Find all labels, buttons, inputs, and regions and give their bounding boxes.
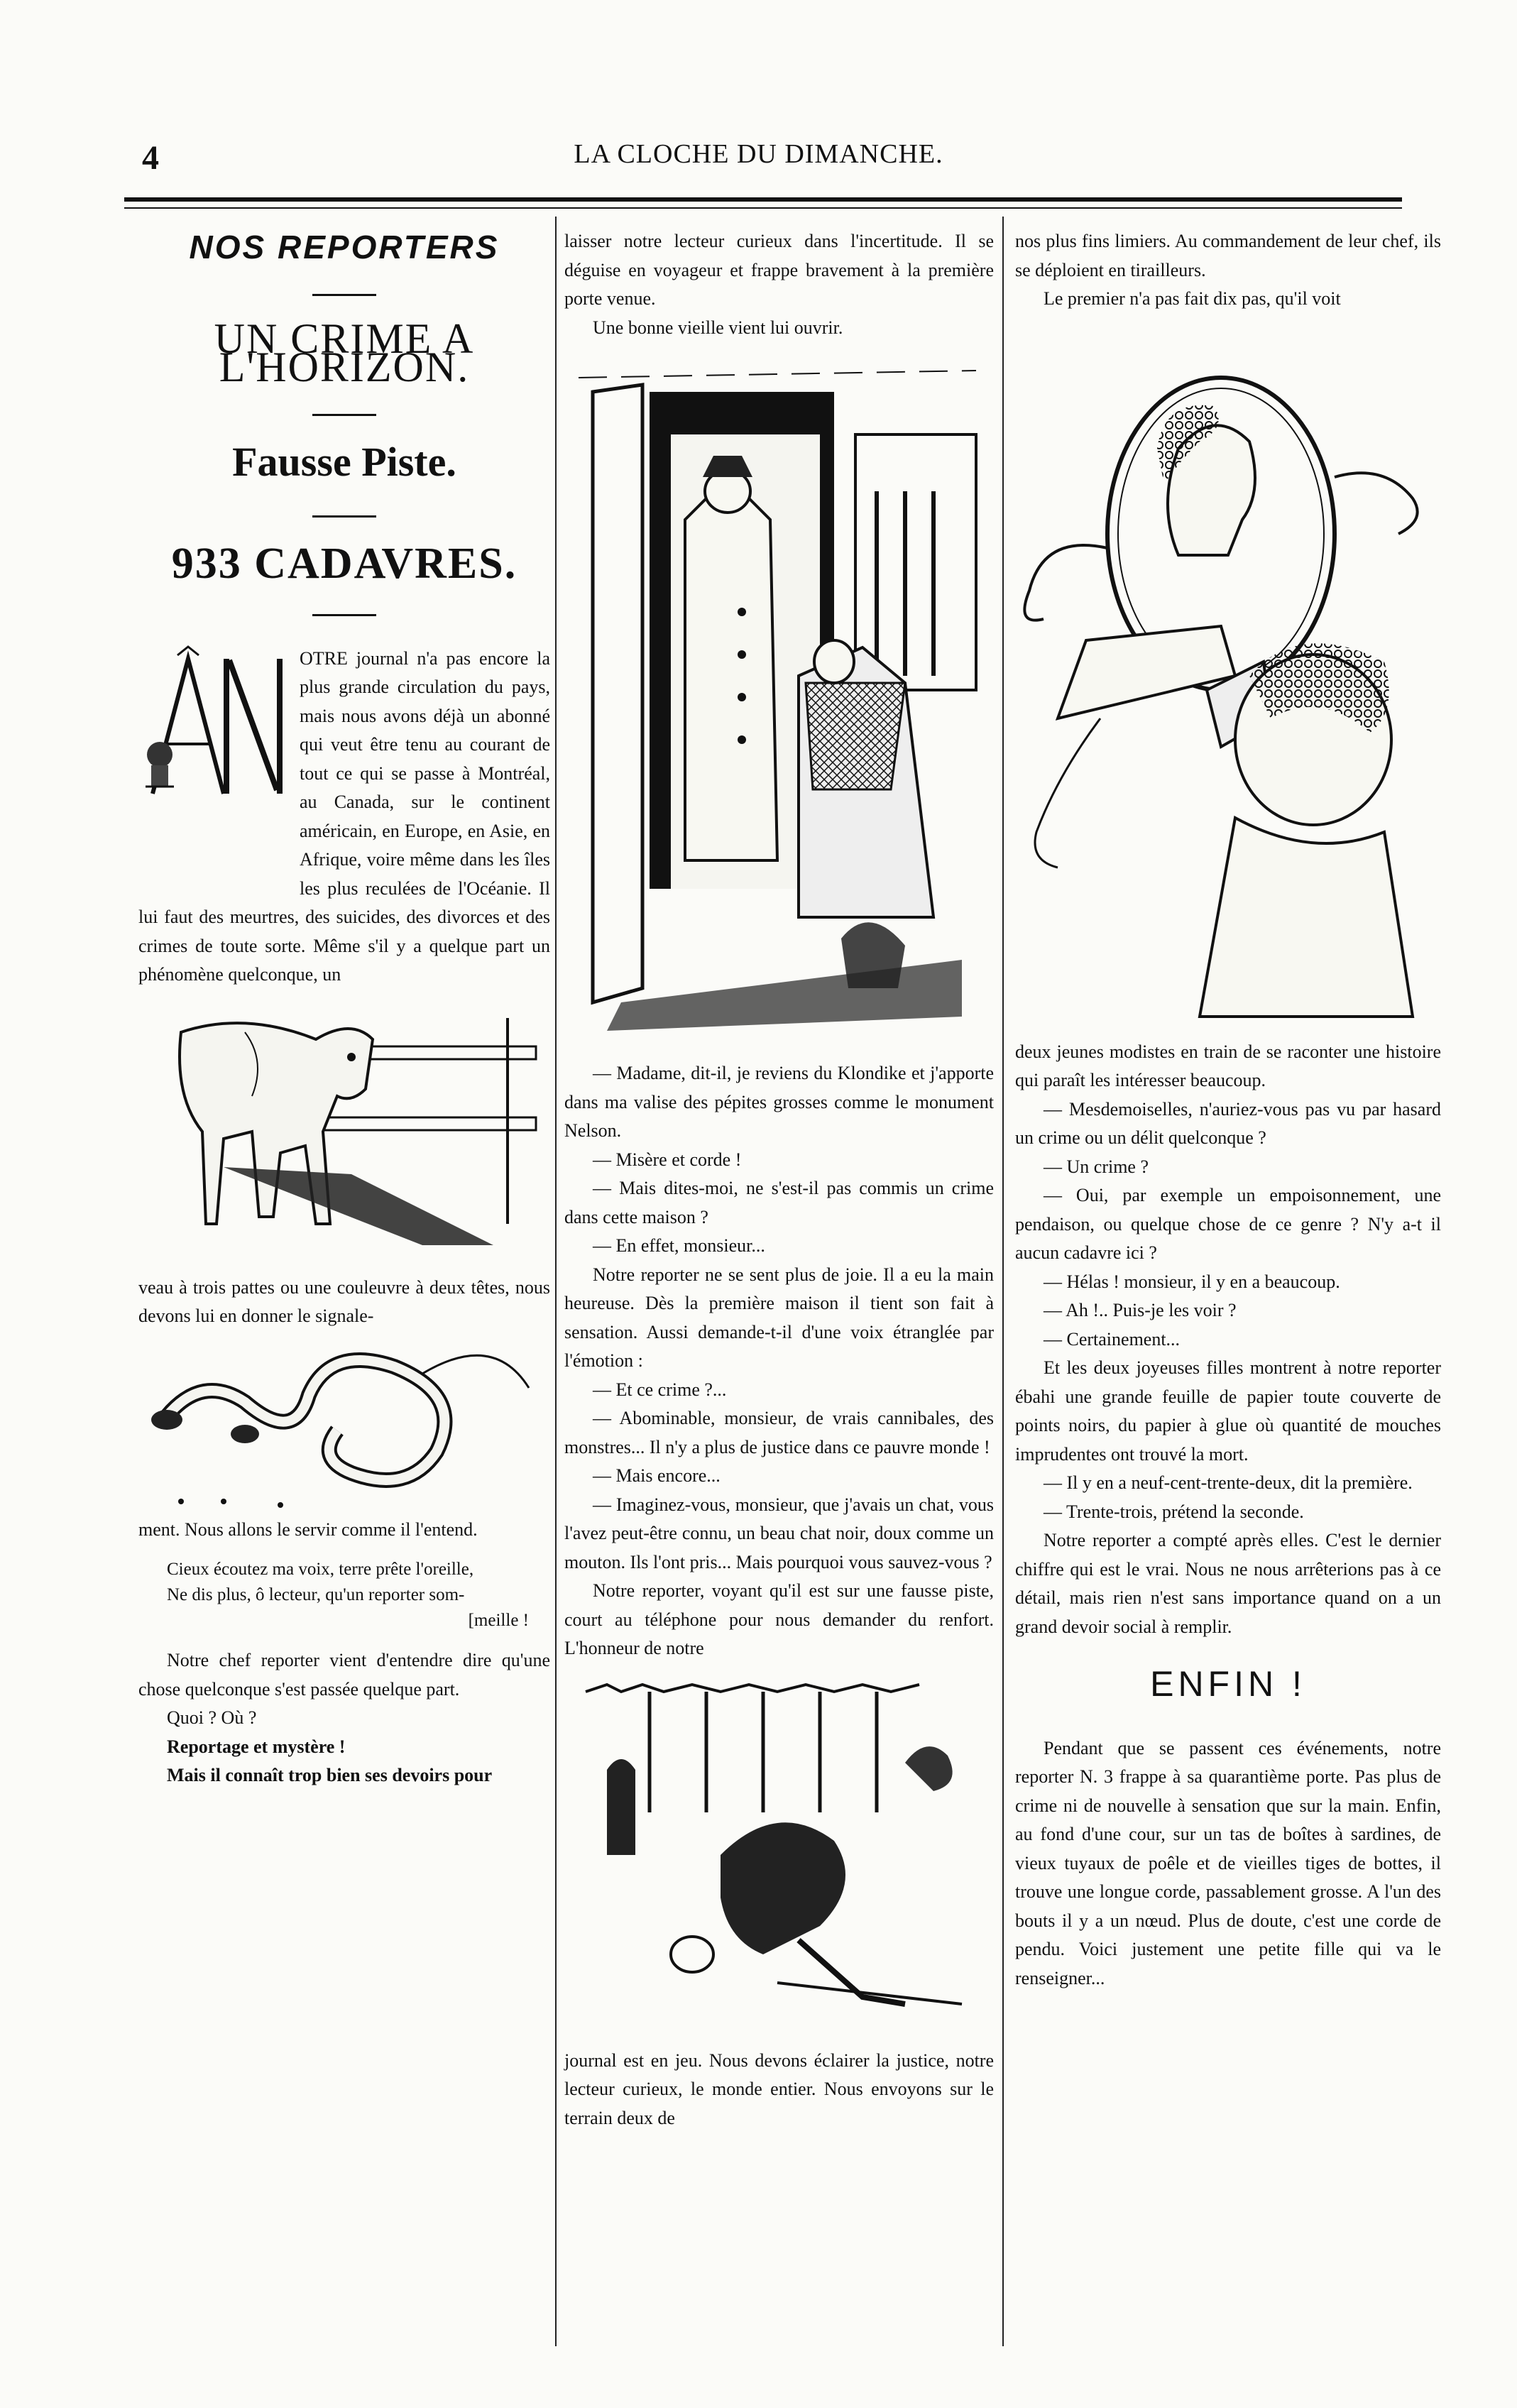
paragraph: Et les deux joyeuses filles montrent à notre reporter ébahi une grande feuille de papier toute couverte de points noirs, du papier à glue où quantité de mouches imprudentes ont trouvé la mort. — [1015, 1357, 1441, 1465]
paragraph: — Madame, dit-il, je reviens du Klondike et j'apporte dans ma valise des pépites grosses comme le monument Nelson. — [564, 1063, 994, 1141]
column-3 — [1015, 227, 1441, 1993]
paragraph: OTRE journal n'a pas encore la plus grande circulation du pays, mais nous avons déjà un abonné qui veut être tenu au courant de tout ce qui se passe à Montréal, au Canada, sur le continent américain, en Europe, en Asie, en Afrique, voire même dans les îles les plus reculées de l'Océanie. Il lui faut des meurtres, des suicides, des divorces et des crimes de toute sorte. Même s'il y a quelque part un phénomène quelconque, un — [138, 647, 550, 985]
doorway-illustration — [564, 349, 994, 1052]
masthead: LA CLOCHE DU DIMANCHE. — [574, 139, 943, 169]
paragraph: — Abominable, monsieur, de vrais cannibales, des monstres... Il n'y a plus de justice dans ce pauvre monde ! — [564, 1408, 994, 1457]
paragraph: Une bonne vieille vient lui ouvrir. — [593, 317, 843, 338]
paragraph: — Mesdemoiselles, n'auriez-vous pas vu par hasard un crime ou un délit quelconque ? — [1015, 1098, 1441, 1148]
paragraph: journal est en jeu. Nous devons éclairer la justice, notre lecteur curieux, le monde entier. Nous envoyons sur le terrain deux de — [564, 2049, 994, 2128]
column-divider — [555, 217, 557, 2346]
paragraph: Notre chef reporter vient d'entendre dire qu'une chose quelconque s'est passée quelque part. — [138, 1650, 550, 1700]
header-rule — [124, 197, 1402, 202]
paragraph: — Trente-trois, prétend la seconde. — [1044, 1501, 1304, 1522]
article-subtitle: Fausse Piste. — [232, 438, 456, 485]
section-kicker: NOS REPORTERS — [189, 229, 500, 266]
paragraph: laisser notre lecteur curieux dans l'incertitude. Il se déguise en voyageur et frappe bravement à la première porte venue. — [564, 231, 994, 309]
poem-line: Cieux écoutez ma voix, terre prête l'oreille, — [167, 1560, 474, 1579]
divider — [312, 294, 376, 296]
paragraph: Reportage et mystère ! — [167, 1736, 346, 1757]
column-1 — [138, 227, 550, 1790]
divider — [312, 414, 376, 416]
paragraph: ment. Nous allons le servir comme il l'entend. — [138, 1518, 478, 1540]
divider — [312, 614, 376, 616]
column-divider — [1002, 217, 1004, 2346]
paragraph: — Mais dites-moi, ne s'est-il pas commis un crime dans cette maison ? — [564, 1178, 994, 1227]
paragraph: — Un crime ? — [1044, 1156, 1149, 1177]
section-heading: ENFIN ! — [1150, 1664, 1306, 1704]
paragraph: Le premier n'a pas fait dix pas, qu'il voit — [1044, 288, 1341, 309]
column-2 — [564, 227, 994, 2133]
running-reporter-illustration — [564, 1670, 994, 2040]
page-number: 4 — [142, 139, 159, 177]
paragraph: — Misère et corde ! — [593, 1149, 742, 1170]
paragraph: Notre reporter, voyant qu'il est sur une fausse piste, court au téléphone pour nous demander du renfort. L'honneur de notre — [564, 1580, 994, 1658]
paragraph: Notre reporter a compté après elles. C'est le dernier chiffre qui est le vrai. Nous ne nous arrêterions pas à ce détail, mais rien n'est sans importance quand on a un grand devoir social à remplir. — [1015, 1530, 1441, 1637]
paragraph: — Hélas ! monsieur, il y en a beaucoup. — [1044, 1271, 1340, 1292]
drop-cap-illustration — [138, 645, 291, 879]
paragraph: — Imaginez-vous, monsieur, que j'avais un chat, vous l'avez peut-être connu, un beau chat noir, doux comme un mouton. Ils l'ont pris... Mais pourquoi vous sauvez-vous ? — [564, 1494, 994, 1572]
paragraph: Pendant que se passent ces événements, notre reporter N. 3 frappe à sa quarantième porte. Pas plus de crime ni de nouvelle à sensation que sur la main. Enfin, au fond d'une cour, sur un tas de boîtes à sardines, de vieux tuyaux de poêle et de vieilles tiges de bottes, il trouve une longue corde, passablement grosse. A l'un des bouts il y a un nœud. Plus de doute, c'est une corde de pendu. Voici justement une petite fille qui va le renseigner... — [1015, 1737, 1441, 1988]
paragraph: — En effet, monsieur... — [593, 1235, 765, 1256]
paragraph: — Mais encore... — [593, 1465, 721, 1486]
paragraph: — Et ce crime ?... — [593, 1379, 727, 1400]
two-headed-snake-illustration — [138, 1331, 550, 1516]
paragraph: — Oui, par exemple un empoisonnement, une pendaison, ou quelque chose de ce genre ? N'y a-t il aucun cadavre ici ? — [1015, 1185, 1441, 1263]
poem-line: [meille ! — [468, 1611, 529, 1630]
article-headline: 933 CADAVRES. — [171, 540, 517, 588]
two-milliners-illustration — [1015, 321, 1441, 1031]
paragraph: — Il y en a neuf-cent-trente-deux, dit la première. — [1044, 1472, 1413, 1493]
paragraph: deux jeunes modistes en train de se raconter une histoire qui paraît les intéresser beaucoup. — [1015, 1041, 1441, 1090]
paragraph: nos plus fins limiers. Au commandement de leur chef, ils se déploient en tirailleurs. — [1015, 231, 1441, 280]
paragraph: Notre reporter ne se sent plus de joie. Il a eu la main heureuse. Dès la première maison il tient son fait à sensation. Aussi demande-t-il d'une voix étranglée par l'émotion : — [564, 1264, 994, 1371]
poem-line: Ne dis plus, ô lecteur, qu'un reporter som- — [167, 1585, 465, 1604]
calf-illustration — [138, 990, 550, 1274]
paragraph: veau à trois pattes ou une couleuvre à deux têtes, nous devons lui en donner le signale- — [138, 1276, 550, 1326]
divider — [312, 515, 376, 518]
header-rule-thin — [124, 207, 1402, 209]
paragraph: Mais il connaît trop bien ses devoirs pour — [167, 1765, 493, 1785]
paragraph: — Ah !.. Puis-je les voir ? — [1044, 1300, 1237, 1320]
paragraph: — Certainement... — [1044, 1328, 1181, 1350]
article-title: UN CRIME A L'HORIZON. — [214, 314, 475, 390]
paragraph: Quoi ? Où ? — [167, 1707, 257, 1728]
